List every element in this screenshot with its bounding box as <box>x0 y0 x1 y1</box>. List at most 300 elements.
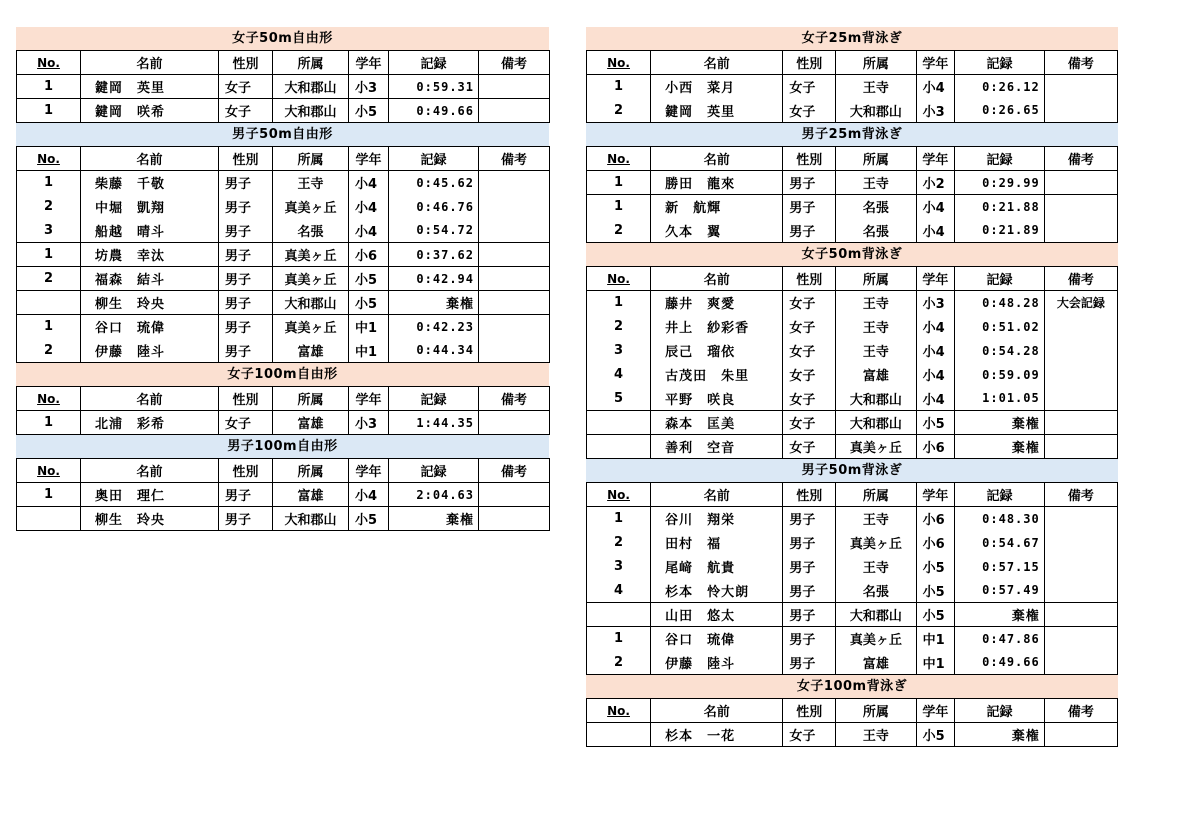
cell-name: 古茂田 朱里 <box>651 363 783 387</box>
cell-sex: 男子 <box>219 267 273 291</box>
cell-sex: 男子 <box>783 627 836 651</box>
cell-note <box>479 507 550 531</box>
cell-record: 0:26.12 <box>955 75 1045 99</box>
cell-team: 真美ヶ丘 <box>273 195 349 219</box>
cell-grade: 中1 <box>349 339 389 363</box>
header-grade: 学年 <box>916 267 955 291</box>
cell-sex: 女子 <box>783 435 836 459</box>
cell-no <box>587 435 651 459</box>
cell-record: 0:54.28 <box>955 339 1045 363</box>
cell-sex: 男子 <box>219 315 273 339</box>
table-row <box>17 75 550 99</box>
cell-grade: 小5 <box>916 579 955 603</box>
cell-team: 王寺 <box>836 507 916 531</box>
cell-no <box>587 603 651 627</box>
header-record: 記録 <box>955 267 1045 291</box>
cell-note <box>1044 99 1117 123</box>
cell-grade: 小6 <box>916 507 955 531</box>
header-sex: 性別 <box>783 483 836 507</box>
header-sex: 性別 <box>783 147 836 171</box>
header-row <box>587 51 1118 75</box>
cell-no: 2 <box>587 219 651 243</box>
header-team: 所属 <box>273 459 349 483</box>
cell-record: 0:46.76 <box>389 195 479 219</box>
cell-no: 1 <box>17 75 81 99</box>
cell-grade: 小5 <box>349 507 389 531</box>
cell-note <box>479 483 550 507</box>
header-no: No. <box>587 51 651 75</box>
event-title: 女子100m背泳ぎ <box>586 675 1118 698</box>
results-table <box>586 50 1118 123</box>
results-table <box>16 50 550 123</box>
cell-note <box>479 411 550 435</box>
event-block <box>586 243 1118 459</box>
table-row <box>587 435 1118 459</box>
cell-sex: 女子 <box>783 363 836 387</box>
cell-name: 柳生 玲央 <box>81 507 219 531</box>
cell-sex: 男子 <box>783 531 836 555</box>
cell-name: 柳生 玲央 <box>81 291 219 315</box>
cell-note <box>1044 315 1117 339</box>
cell-no: 3 <box>17 219 81 243</box>
cell-sex: 女子 <box>783 99 836 123</box>
header-sex: 性別 <box>219 387 273 411</box>
cell-no <box>17 291 81 315</box>
cell-name: 小西 菜月 <box>651 75 783 99</box>
header-no: No. <box>587 483 651 507</box>
cell-no: 2 <box>587 531 651 555</box>
cell-grade: 小3 <box>349 411 389 435</box>
cell-no: 1 <box>17 171 81 195</box>
event-title: 男子50m背泳ぎ <box>586 459 1118 482</box>
cell-record: 0:54.72 <box>389 219 479 243</box>
cell-team: 真美ヶ丘 <box>836 627 916 651</box>
cell-grade: 小6 <box>916 531 955 555</box>
cell-grade: 小4 <box>916 387 955 411</box>
header-row <box>587 699 1118 723</box>
cell-sex: 男子 <box>783 195 836 219</box>
table-row <box>587 555 1118 579</box>
table-row <box>587 291 1118 315</box>
cell-record: 0:57.15 <box>955 555 1045 579</box>
cell-no: 5 <box>587 387 651 411</box>
cell-grade: 中1 <box>349 315 389 339</box>
cell-name: 伊藤 陸斗 <box>651 651 783 675</box>
cell-note <box>479 171 550 195</box>
header-no: No. <box>17 147 81 171</box>
header-grade: 学年 <box>349 459 389 483</box>
header-no: No. <box>587 699 651 723</box>
cell-note <box>1044 507 1117 531</box>
cell-record: 2:04.63 <box>389 483 479 507</box>
table-row <box>587 75 1118 99</box>
cell-note <box>1044 651 1117 675</box>
cell-name: 中堀 凱翔 <box>81 195 219 219</box>
cell-sex: 女子 <box>783 411 836 435</box>
cell-sex: 女子 <box>219 99 273 123</box>
header-record: 記録 <box>955 483 1045 507</box>
right-column <box>586 27 1118 747</box>
table-row <box>587 411 1118 435</box>
table-row <box>587 339 1118 363</box>
cell-no: 1 <box>587 75 651 99</box>
cell-no: 1 <box>587 195 651 219</box>
cell-record: 0:49.66 <box>955 651 1045 675</box>
results-table <box>586 698 1118 747</box>
header-grade: 学年 <box>349 51 389 75</box>
cell-name: 平野 咲良 <box>651 387 783 411</box>
header-name: 名前 <box>81 459 219 483</box>
cell-team: 王寺 <box>836 291 916 315</box>
cell-grade: 小4 <box>916 219 955 243</box>
header-team: 所属 <box>273 51 349 75</box>
header-sex: 性別 <box>219 459 273 483</box>
cell-no: 3 <box>587 339 651 363</box>
header-no: No. <box>587 267 651 291</box>
header-row <box>587 147 1118 171</box>
cell-team: 大和郡山 <box>836 603 916 627</box>
cell-record: 棄権 <box>955 411 1045 435</box>
cell-grade: 小4 <box>916 195 955 219</box>
cell-team: 大和郡山 <box>273 99 349 123</box>
cell-sex: 女子 <box>783 339 836 363</box>
cell-grade: 中1 <box>916 627 955 651</box>
cell-note <box>1044 75 1117 99</box>
cell-team: 王寺 <box>836 555 916 579</box>
cell-sex: 男子 <box>219 171 273 195</box>
table-row <box>587 219 1118 243</box>
cell-record: 0:37.62 <box>389 243 479 267</box>
cell-sex: 女子 <box>783 723 836 747</box>
event-title: 女子50m背泳ぎ <box>586 243 1118 266</box>
cell-sex: 男子 <box>783 579 836 603</box>
cell-sex: 女子 <box>783 315 836 339</box>
cell-name: 善利 空音 <box>651 435 783 459</box>
table-row <box>17 291 550 315</box>
table-row <box>587 579 1118 603</box>
cell-team: 富雄 <box>273 411 349 435</box>
cell-note <box>1044 363 1117 387</box>
cell-team: 大和郡山 <box>836 99 916 123</box>
table-row <box>17 99 550 123</box>
table-row <box>17 339 550 363</box>
header-grade: 学年 <box>916 699 955 723</box>
cell-name: 鍵岡 英里 <box>651 99 783 123</box>
cell-name: 谷川 翔栄 <box>651 507 783 531</box>
cell-grade: 小4 <box>349 195 389 219</box>
cell-no: 2 <box>587 99 651 123</box>
header-record: 記録 <box>389 387 479 411</box>
cell-grade: 小5 <box>349 99 389 123</box>
cell-name: 田村 福 <box>651 531 783 555</box>
cell-record: 0:59.31 <box>389 75 479 99</box>
cell-note <box>479 267 550 291</box>
cell-record: 0:21.88 <box>955 195 1045 219</box>
cell-grade: 小4 <box>349 483 389 507</box>
cell-name: 鍵岡 咲希 <box>81 99 219 123</box>
cell-team: 名張 <box>836 579 916 603</box>
cell-note <box>1044 531 1117 555</box>
header-name: 名前 <box>651 267 783 291</box>
table-row <box>587 387 1118 411</box>
cell-grade: 小3 <box>916 99 955 123</box>
header-sex: 性別 <box>783 699 836 723</box>
cell-name: 森本 匡美 <box>651 411 783 435</box>
cell-record: 0:54.67 <box>955 531 1045 555</box>
cell-team: 名張 <box>836 219 916 243</box>
event-block <box>16 27 549 123</box>
cell-no: 1 <box>17 411 81 435</box>
cell-name: 山田 悠太 <box>651 603 783 627</box>
event-block <box>586 675 1118 747</box>
cell-grade: 小3 <box>349 75 389 99</box>
cell-team: 真美ヶ丘 <box>836 531 916 555</box>
event-title: 男子100m自由形 <box>16 435 549 458</box>
cell-sex: 男子 <box>219 243 273 267</box>
cell-sex: 男子 <box>219 219 273 243</box>
cell-note <box>1044 219 1117 243</box>
cell-note <box>1044 435 1117 459</box>
cell-note <box>1044 723 1117 747</box>
event-block <box>16 435 549 531</box>
header-grade: 学年 <box>916 483 955 507</box>
cell-sex: 女子 <box>783 75 836 99</box>
cell-grade: 小4 <box>916 339 955 363</box>
header-name: 名前 <box>81 387 219 411</box>
table-row <box>17 507 550 531</box>
cell-sex: 男子 <box>219 339 273 363</box>
cell-sex: 男子 <box>219 195 273 219</box>
table-row <box>587 507 1118 531</box>
event-block <box>586 123 1118 243</box>
header-name: 名前 <box>651 699 783 723</box>
cell-note <box>1044 579 1117 603</box>
header-note: 備考 <box>1044 267 1117 291</box>
header-note: 備考 <box>1044 483 1117 507</box>
cell-record: 棄権 <box>389 507 479 531</box>
cell-grade: 小3 <box>916 291 955 315</box>
table-row <box>17 267 550 291</box>
cell-no: 4 <box>587 363 651 387</box>
cell-record: 棄権 <box>955 723 1045 747</box>
cell-no: 3 <box>587 555 651 579</box>
cell-record: 棄権 <box>389 291 479 315</box>
cell-record: 棄権 <box>955 603 1045 627</box>
event-block <box>16 363 549 435</box>
table-row <box>17 219 550 243</box>
cell-team: 王寺 <box>836 723 916 747</box>
cell-note <box>1044 195 1117 219</box>
cell-team: 大和郡山 <box>836 411 916 435</box>
header-team: 所属 <box>273 387 349 411</box>
cell-grade: 小2 <box>916 171 955 195</box>
header-name: 名前 <box>81 147 219 171</box>
cell-grade: 小5 <box>916 723 955 747</box>
cell-no: 1 <box>17 315 81 339</box>
cell-team: 真美ヶ丘 <box>273 267 349 291</box>
cell-name: 井上 紗彩香 <box>651 315 783 339</box>
cell-sex: 男子 <box>783 555 836 579</box>
cell-team: 大和郡山 <box>273 507 349 531</box>
cell-sex: 女子 <box>219 411 273 435</box>
cell-record: 0:42.94 <box>389 267 479 291</box>
cell-no: 1 <box>587 291 651 315</box>
cell-sex: 男子 <box>783 171 836 195</box>
cell-no: 2 <box>587 315 651 339</box>
cell-team: 王寺 <box>836 75 916 99</box>
header-name: 名前 <box>651 51 783 75</box>
cell-note <box>1044 339 1117 363</box>
header-record: 記録 <box>955 699 1045 723</box>
cell-name: 谷口 琉偉 <box>81 315 219 339</box>
cell-record: 0:44.34 <box>389 339 479 363</box>
event-block <box>586 27 1118 123</box>
cell-no: 4 <box>587 579 651 603</box>
cell-name: 杉本 怜大朗 <box>651 579 783 603</box>
event-title: 女子25m背泳ぎ <box>586 27 1118 50</box>
cell-team: 富雄 <box>836 363 916 387</box>
header-record: 記録 <box>955 147 1045 171</box>
cell-no: 2 <box>17 339 81 363</box>
cell-record: 0:57.49 <box>955 579 1045 603</box>
cell-sex: 男子 <box>219 291 273 315</box>
cell-note <box>1044 171 1117 195</box>
header-no: No. <box>17 51 81 75</box>
cell-note <box>1044 387 1117 411</box>
results-table <box>586 482 1118 675</box>
header-grade: 学年 <box>349 387 389 411</box>
cell-record: 0:21.89 <box>955 219 1045 243</box>
cell-team: 名張 <box>273 219 349 243</box>
header-row <box>17 459 550 483</box>
cell-sex: 男子 <box>783 603 836 627</box>
cell-team: 富雄 <box>273 339 349 363</box>
cell-record: 0:59.09 <box>955 363 1045 387</box>
table-row <box>17 483 550 507</box>
header-note: 備考 <box>479 387 550 411</box>
cell-note <box>1044 603 1117 627</box>
cell-sex: 男子 <box>783 507 836 531</box>
cell-name: 坊農 幸汰 <box>81 243 219 267</box>
header-team: 所属 <box>836 51 916 75</box>
table-row <box>17 411 550 435</box>
cell-grade: 小4 <box>349 171 389 195</box>
header-sex: 性別 <box>219 147 273 171</box>
header-row <box>17 147 550 171</box>
results-table <box>16 146 550 363</box>
cell-record: 0:42.23 <box>389 315 479 339</box>
cell-name: 藤井 爽愛 <box>651 291 783 315</box>
cell-record: 1:01.05 <box>955 387 1045 411</box>
cell-grade: 小4 <box>916 363 955 387</box>
event-title: 女子50m自由形 <box>16 27 549 50</box>
cell-record: 0:51.02 <box>955 315 1045 339</box>
header-record: 記録 <box>389 459 479 483</box>
cell-sex: 男子 <box>783 651 836 675</box>
header-name: 名前 <box>81 51 219 75</box>
cell-sex: 男子 <box>783 219 836 243</box>
cell-name: 新 航輝 <box>651 195 783 219</box>
left-column <box>16 27 549 531</box>
cell-team: 王寺 <box>836 171 916 195</box>
cell-no: 2 <box>587 651 651 675</box>
cell-no: 1 <box>587 171 651 195</box>
results-table <box>586 146 1118 243</box>
table-row <box>587 603 1118 627</box>
header-sex: 性別 <box>219 51 273 75</box>
header-record: 記録 <box>955 51 1045 75</box>
cell-team: 王寺 <box>273 171 349 195</box>
cell-grade: 小5 <box>916 555 955 579</box>
event-block <box>586 459 1118 675</box>
cell-no: 1 <box>17 99 81 123</box>
table-row <box>587 531 1118 555</box>
header-grade: 学年 <box>916 147 955 171</box>
header-row <box>17 51 550 75</box>
cell-record: 0:49.66 <box>389 99 479 123</box>
header-note: 備考 <box>479 147 550 171</box>
header-grade: 学年 <box>349 147 389 171</box>
cell-team: 王寺 <box>836 315 916 339</box>
cell-no: 1 <box>17 243 81 267</box>
cell-grade: 小5 <box>916 603 955 627</box>
cell-note <box>479 243 550 267</box>
cell-sex: 男子 <box>219 483 273 507</box>
cell-name: 谷口 琉偉 <box>651 627 783 651</box>
results-table <box>586 266 1118 459</box>
header-record: 記録 <box>389 51 479 75</box>
header-note: 備考 <box>479 459 550 483</box>
table-row <box>17 315 550 339</box>
cell-name: 船越 晴斗 <box>81 219 219 243</box>
cell-team: 真美ヶ丘 <box>836 435 916 459</box>
cell-grade: 小5 <box>349 267 389 291</box>
header-team: 所属 <box>836 147 916 171</box>
cell-record: 棄権 <box>955 435 1045 459</box>
cell-grade: 小6 <box>349 243 389 267</box>
header-note: 備考 <box>1044 147 1117 171</box>
cell-record: 0:48.28 <box>955 291 1045 315</box>
event-title: 男子50m自由形 <box>16 123 549 146</box>
cell-no <box>17 507 81 531</box>
table-row <box>17 195 550 219</box>
table-row <box>587 363 1118 387</box>
cell-grade: 小4 <box>916 75 955 99</box>
cell-no: 1 <box>17 483 81 507</box>
table-row <box>587 627 1118 651</box>
cell-note <box>479 315 550 339</box>
cell-record: 0:48.30 <box>955 507 1045 531</box>
cell-grade: 小5 <box>349 291 389 315</box>
cell-grade: 小5 <box>916 411 955 435</box>
cell-team: 大和郡山 <box>273 291 349 315</box>
cell-name: 伊藤 陸斗 <box>81 339 219 363</box>
header-sex: 性別 <box>783 267 836 291</box>
header-team: 所属 <box>836 267 916 291</box>
cell-sex: 男子 <box>219 507 273 531</box>
cell-record: 0:47.86 <box>955 627 1045 651</box>
table-row <box>587 171 1118 195</box>
header-sex: 性別 <box>783 51 836 75</box>
header-note: 備考 <box>1044 699 1117 723</box>
header-record: 記録 <box>389 147 479 171</box>
header-note: 備考 <box>479 51 550 75</box>
header-row <box>17 387 550 411</box>
table-row <box>587 723 1118 747</box>
cell-team: 富雄 <box>273 483 349 507</box>
cell-team: 真美ヶ丘 <box>273 315 349 339</box>
cell-note: 大会記録 <box>1044 291 1117 315</box>
